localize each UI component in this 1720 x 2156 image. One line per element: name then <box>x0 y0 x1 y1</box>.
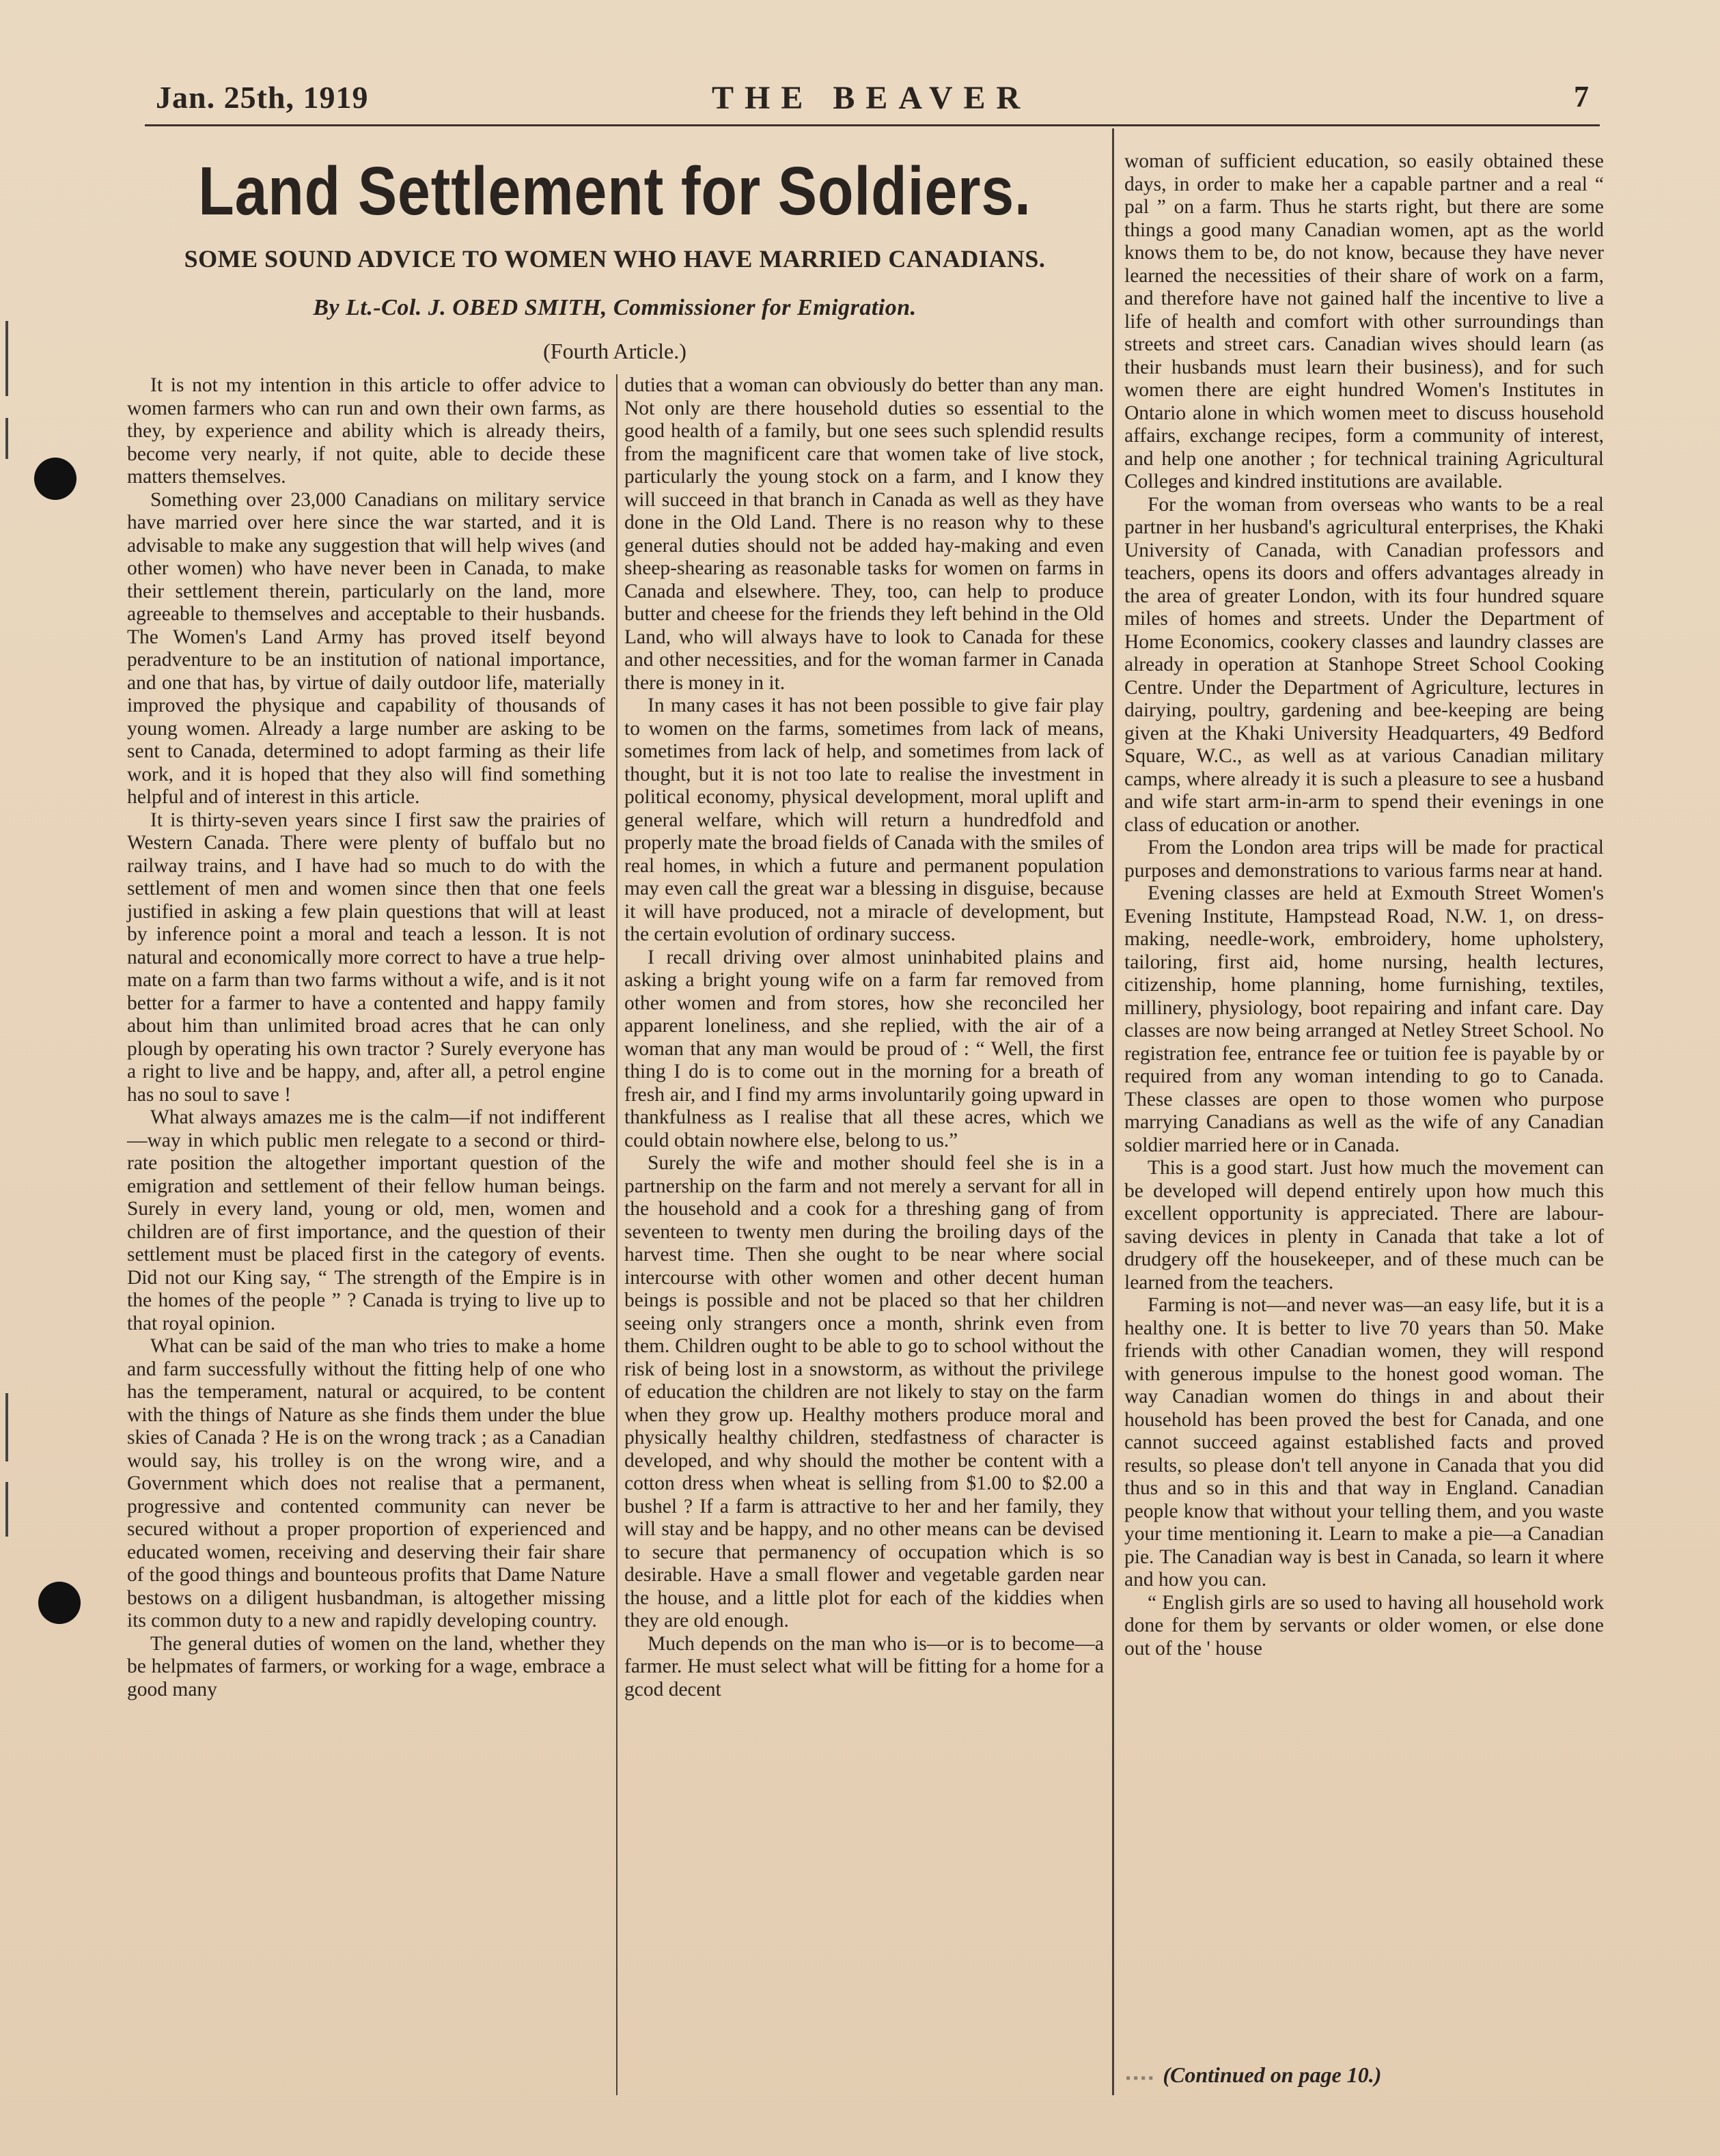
article-number: (Fourth Article.) <box>543 339 686 363</box>
page-header <box>145 75 1600 123</box>
article-title: Land Settlement for Soldiers. <box>198 153 1031 229</box>
binding-mark <box>5 1393 8 1461</box>
punch-hole <box>34 458 77 500</box>
paragraph: Surely the wife and mother should feel she is in a partnership on the farm and not merely a servant for all in the household and a cook for a threshing gang of from seventeen to twenty men during the broiling days of the harvest time. Then she ought to be near where social intercourse with other women and other decent human beings is possible and not be placed so that her children seeing only strangers once a month, shrink even from them. Children ought to be able to go to school without the risk of being lost in a snowstorm, as without the privilege of education the children are not likely to stay on the farm when they grow up. Healthy mothers produce moral and physically healthy children, stedfastness of character is developed, and why should the mother be content with a cotton dress when wheat is selling from $1.00 to $2.00 a bushel ? If a farm is attractive to her and her family, they will stay and be happy, and no other means can be devised to secure that permanency of occupation which is so desirable. Have a small flower and vegetable garden near the house, and a little plot for each of the kiddies when they are old enough. <box>624 1152 1104 1632</box>
paragraph: Evening classes are held at Exmouth Street Women's Evening Institute, Hampstead Road, N.W. 1, on dress-making, needle-work, embroidery, home upholstery, tailoring, first aid, home nursing, health lectures, citizenship, home planning, home furnishing, textiles, millinery, physiology, boot repairing and infant care. Day classes are now being arranged at Netley Street School. No registration fee, entrance fee or tuition fee is payable by or required from any woman intending to go to Canada. These classes are open to those women who purpose marrying Canadians as well as the wife of any Canadian soldier married here or in Canada. <box>1124 882 1604 1156</box>
paragraph: It is thirty-seven years since I first saw the prairies of Western Canada. There were plenty of buffalo but no railway trains, and I have had so much to do with the settlement of men and women since then that one feels justified in asking a few plain questions that will at least by inference point a moral and teach a lesson. It is not natural and economically more correct to have a true help-mate on a farm than two farms without a wife, and is it not better for a farmer to have a contented and happy family about him than unlimited broad acres that he can only plough by operating his own tractor ? Surely everyone has a right to live and be happy, and, after all, a petrol engine has no soul to save ! <box>127 809 605 1106</box>
paragraph: Farming is not—and never was—an easy life, but it is a healthy one. It is better to live 70 years than 50. Make friends with other Canadian women, they will respond with generous impulse to the honest good woman. The way Canadian women do things in and about their household has been proved the best for Canada, and one cannot succeed against established facts and proved results, so please don't tell anyone in Canada that you did thus and so in this and that way in England. Canadian people know that without your telling them, and you waste your time mentioning it. Learn to make a pie—a Canadian pie. The Canadian way is best in Canada, so learn it where and how you can. <box>1124 1294 1604 1591</box>
column-divider <box>616 374 618 2095</box>
article-column-2 <box>624 374 1104 1701</box>
paragraph: This is a good start. Just how much the movement can be developed will depend entirely upon how much this excellent opportunity is appreciated. There are labour-saving devices in plenty in Canada that take a lot of drudgery off the housekeeper, and of these much can be learned from the teachers. <box>1124 1157 1604 1293</box>
page-number: 7 <box>1574 80 1589 113</box>
binding-mark <box>5 418 8 459</box>
paragraph: For the woman from overseas who wants to be a real partner in her husband's agricultural enterprises, the Khaki University of Canada, with Canadian professors and teachers, opens its doors and offers advantages already in the area of greater London, with its four hundred square miles of homes and streets. Under the Department of Home Economics, cookery classes and laundry classes are already in operation at Stanhope Street School Cooking Centre. Under the Department of Agriculture, lectures in dairying, poultry, gardening and bee-keeping are being given at the Khaki University Headquarters, 49 Bedford Square, W.C., as well as at various Canadian military camps, where already it is such a pleasure to see a husband and wife start arm-in-arm to spend their evenings in one class of education or another. <box>1124 493 1604 836</box>
publication-title: THE BEAVER <box>712 80 1031 116</box>
continuation-note: ▪▪▪▪ (Continued on page 10.) <box>1126 2062 1382 2087</box>
paragraph: In many cases it has not been possible to give fair play to women on the farms, sometimes from lack of means, sometimes from lack of help, and sometimes from lack of thought, but it is not too late to realise the investment in political economy, physical development, moral uplift and general welfare, which will return a hundredfold and properly mate the broad fields of Canada with the smiles of real homes, in which a future and permanent population may even call the great war a blessing in disguise, because it will have produced, not a miracle of development, but the certain evolution of ordinary success. <box>624 695 1104 945</box>
article-byline: By Lt.-Col. J. OBED SMITH, Commissioner for Emigration. <box>313 295 917 320</box>
article-column-3 <box>1124 150 1604 1660</box>
binding-mark <box>5 1482 8 1537</box>
issue-date: Jan. 25th, 1919 <box>156 80 369 115</box>
paragraph: What can be said of the man who tries to make a home and farm successfully without the fitting help of one who has the temperament, natural or acquired, to be content with the things of Nature as she finds them under the blue skies of Canada ? He is on the wrong track ; as a Canadian would say, his trolley is on the wrong wire, and a Government which does not realise that a permanent, progressive and contented community can never be secured without a proper proportion of experienced and educated women, receiving and deserving their fair share of the good things and bounteous profits that Dame Nature bestows on a diligent husbandman, is altogether missing its common duty to a new and rapidly developing country. <box>127 1335 605 1632</box>
paragraph: I recall driving over almost uninhabited plains and asking a bright young wife on a farm far removed from other women and from stores, how she reconciled her apparent loneliness, and she replied, with the air of a woman that any man would be proud of : “ Well, the first thing I do is to come out in the morning for a breath of fresh air, and I find my arms involuntarily going upward in thankfulness as I realise that all these acres, which we could obtain nowhere else, belong to us.” <box>624 946 1104 1151</box>
ink-marks: ▪▪▪▪ <box>1126 2071 1156 2086</box>
paragraph: woman of sufficient education, so easily obtained these days, in order to make her a capable partner and a real “ pal ” on a farm. Thus he starts right, but there are some things a good many Canadian women, apt as the world knows them to be, do not know, because they have never learned the necessities of their share of work on a farm, and therefore have not gained half the incentive to live a life of health and comfort with other surroundings than streets and street cars. Canadian wives should learn (as their husbands must learn their business), and for such women there are eight hundred Women's Institutes in Ontario alone in which women meet to discuss household affairs, exchange recipes, form a community of interest, and help one another ; for technical training Agricultural Colleges and kindred institutions are available. <box>1124 150 1604 492</box>
column-divider <box>1112 128 1114 2095</box>
article-subtitle: SOME SOUND ADVICE TO WOMEN WHO HAVE MARRIED CANADIANS. <box>184 245 1046 272</box>
paragraph: Much depends on the man who is—or is to become—a farmer. He must select what will be fitting for a home for a gcod decent <box>624 1632 1104 1700</box>
paragraph: Something over 23,000 Canadians on military service have married over here since the war started, and it is advisable to make any suggestion that will help wives (and other women) who have never been in Canada, to make their settlement therein, particularly on the land, more agreeable to themselves and acceptable to their husbands. The Women's Land Army has proved itself beyond peradventure to be an institution of national importance, and one that has, by virtue of daily outdoor life, materially improved the physique and capability of thousands of young women. Already a large number are asking to be sent to Canada, determined to adopt farming as their life work, and it is hoped that they also will find something helpful and of interest in this article. <box>127 488 605 808</box>
paragraph: The general duties of women on the land, whether they be helpmates of farmers, or working for a wage, embrace a good many <box>127 1632 605 1700</box>
article-heading <box>130 150 1100 364</box>
punch-hole <box>38 1582 81 1624</box>
paragraph: It is not my intention in this article to offer advice to women farmers who can run and own their own farms, as they, by experience and ability which is already theirs, become very nearly, if not quite, able to decide these matters themselves. <box>127 374 605 488</box>
header-rule <box>145 124 1600 126</box>
article-column-1 <box>127 374 605 1701</box>
paragraph: “ English girls are so used to having all household work done for them by servants or older women, or else done out of the ' house <box>1124 1591 1604 1660</box>
paragraph: duties that a woman can obviously do better than any man. Not only are there household duties so essential to the good health of a family, but one sees such splendid results from the magnificent care that women take of live stock, particularly the young stock on a farm, and I know they will succeed in that branch in Canada as well as they have done in the Old Land. There is no reason why to these general duties should not be added hay-making and even sheep-shearing as reasonable tasks for women on farms in Canada and elsewhere. They, too, can help to produce butter and cheese for the friends they left behind in the Old Land, who will always have to look to Canada for these and other necessities, and for the woman farmer in Canada there is money in it. <box>624 374 1104 694</box>
binding-mark <box>5 321 8 396</box>
paragraph: What always amazes me is the calm—if not indifferent—way in which public men relegate to a second or third-rate position the altogether important question of the emigration and settlement of their fellow human beings. Surely in every land, young or old, men, women and children are of first importance, and the question of their settlement must be placed first in the category of events. Did not our King say, “ The strength of the Empire is in the homes of the people ” ? Canada is trying to live up to that royal opinion. <box>127 1106 605 1334</box>
paragraph: From the London area trips will be made for practical purposes and demonstrations to various farms near at hand. <box>1124 837 1604 882</box>
